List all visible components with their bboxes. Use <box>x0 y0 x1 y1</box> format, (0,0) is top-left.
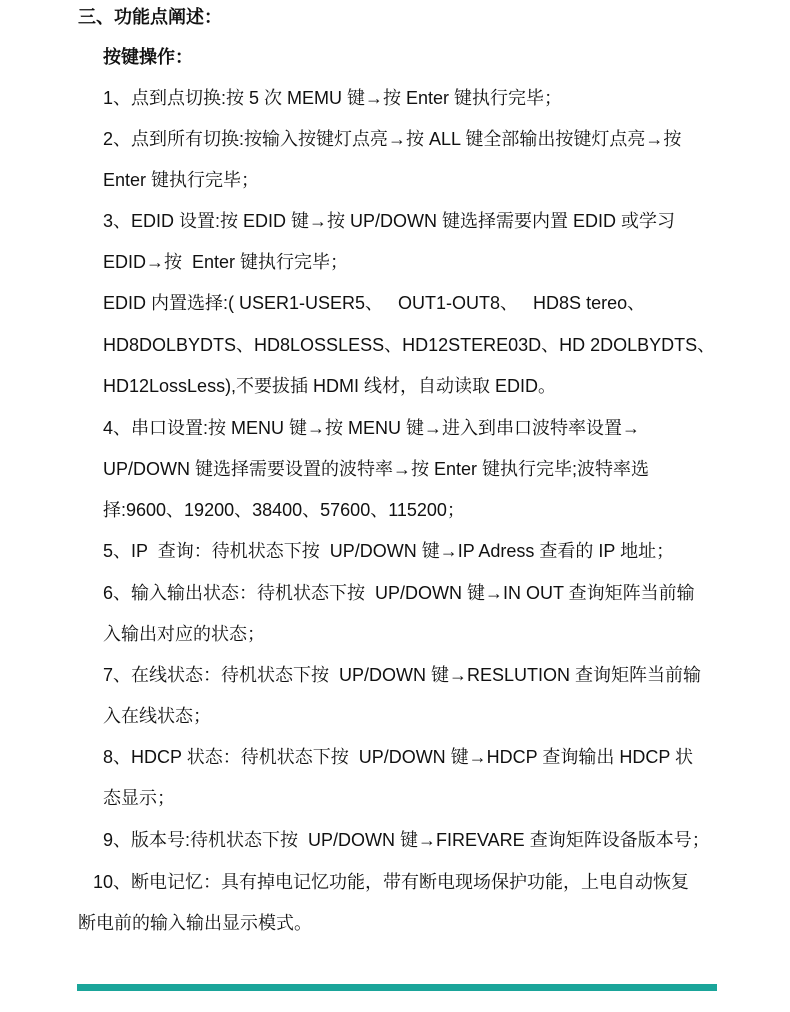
body-line: 择:9600、19200、38400、57600、115200； <box>103 500 465 520</box>
body-line: 7、在线状态：待机状态下按 UP/DOWN 键→RESLUTION 查询矩阵当前输 <box>103 665 702 685</box>
body-line: 2、点到所有切换:按输入按键灯点亮→按 ALL 键全部输出按键灯点亮→按 <box>103 129 682 149</box>
body-line: 10、断电记忆：具有掉电记忆功能，带有断电现场保护功能，上电自动恢复 <box>93 872 690 892</box>
body-line: 入输出对应的状态； <box>103 624 265 644</box>
footer-divider-bar <box>77 984 717 991</box>
body-line: 9、版本号:待机状态下按 UP/DOWN 键→FIREVARE 查询矩阵设备版本号； <box>103 830 710 850</box>
body-line: 4、串口设置:按 MENU 键→按 MENU 键→进入到串口波特率设置→ <box>103 418 641 438</box>
body-line: HD8DOLBYDTS、HD8LOSSLESS、HD12STERE03D、HD 2DOLBYDTS、 <box>103 335 716 355</box>
body-line: HD12LossLess),不要拔插 HDMI 线材，自动读取 EDID。 <box>103 376 557 396</box>
body-line: 6、输入输出状态：待机状态下按 UP/DOWN 键→IN OUT 查询矩阵当前输 <box>103 583 695 603</box>
subsection-title: 按键操作： <box>103 47 193 67</box>
body-line: 态显示； <box>103 788 175 808</box>
section-title: 三、功能点阐述： <box>78 7 222 27</box>
body-line: 1、点到点切换:按 5 次 MEMU 键→按 Enter 键执行完毕； <box>103 88 563 108</box>
body-line: UP/DOWN 键选择需要设置的波特率→按 Enter 键执行完毕;波特率选 <box>103 459 650 479</box>
body-line: Enter 键执行完毕； <box>103 170 260 190</box>
body-line: 入在线状态； <box>103 706 211 726</box>
body-line: 3、EDID 设置:按 EDID 键→按 UP/DOWN 键选择需要内置 EDID 或学习 <box>103 211 676 231</box>
body-line: 5、IP 查询：待机状态下按 UP/DOWN 键→IP Adress 查看的 IP 地址； <box>103 541 675 561</box>
body-line: 断电前的输入输出显示模式。 <box>78 913 312 933</box>
body-line: 8、HDCP 状态：待机状态下按 UP/DOWN 键→HDCP 查询输出 HDCP 状 <box>103 747 694 767</box>
body-line: EDID 内置选择:( USER1-USER5、 OUT1-OUT8、 HD8S tereo、 <box>103 293 646 313</box>
body-line: EDID→按 Enter 键执行完毕； <box>103 252 349 272</box>
